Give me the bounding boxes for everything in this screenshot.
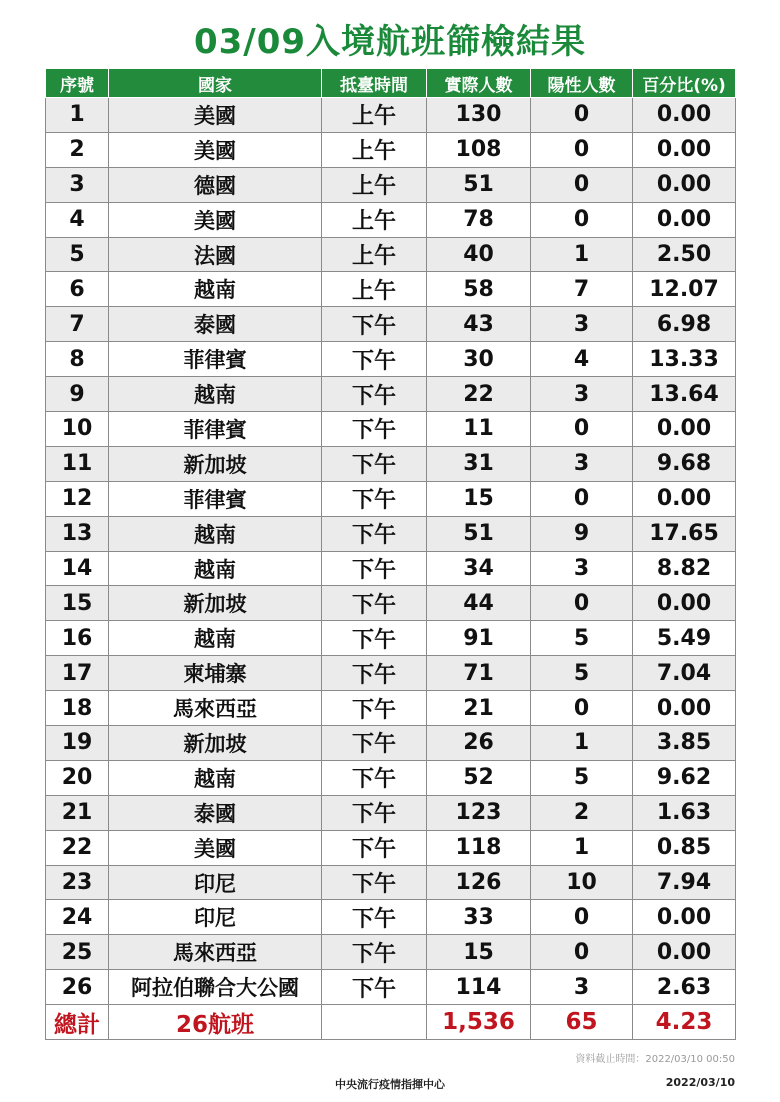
cell-country: 德國 <box>109 167 322 202</box>
cell-index: 18 <box>46 691 109 726</box>
cell-index: 25 <box>46 935 109 970</box>
results-table <box>45 68 736 1040</box>
total-percent: 4.23 <box>633 1005 736 1040</box>
cell-positive: 0 <box>531 935 633 970</box>
cell-arrival-time: 下午 <box>322 377 427 412</box>
cell-percent: 0.00 <box>633 412 736 447</box>
cell-country: 柬埔寨 <box>109 656 322 691</box>
cell-country: 馬來西亞 <box>109 935 322 970</box>
cell-passengers: 108 <box>427 132 531 167</box>
cell-arrival-time: 下午 <box>322 935 427 970</box>
table-row <box>46 970 736 1005</box>
cell-index: 22 <box>46 830 109 865</box>
cell-arrival-time: 下午 <box>322 970 427 1005</box>
total-row <box>46 1005 736 1040</box>
cell-passengers: 114 <box>427 970 531 1005</box>
cell-percent: 0.00 <box>633 935 736 970</box>
cell-index: 12 <box>46 481 109 516</box>
cell-passengers: 51 <box>427 516 531 551</box>
cell-passengers: 58 <box>427 272 531 307</box>
footer-organization: 中央流行疫情指揮中心 <box>335 1078 445 1091</box>
cell-passengers: 15 <box>427 935 531 970</box>
cell-passengers: 40 <box>427 237 531 272</box>
cell-index: 23 <box>46 865 109 900</box>
cell-index: 19 <box>46 726 109 761</box>
cell-index: 7 <box>46 307 109 342</box>
cell-country: 美國 <box>109 132 322 167</box>
cell-passengers: 71 <box>427 656 531 691</box>
total-label: 總計 <box>46 1005 109 1040</box>
cell-percent: 0.00 <box>633 167 736 202</box>
column-header-percent: 百分比(%) <box>633 69 736 98</box>
cell-country: 美國 <box>109 202 322 237</box>
table-row <box>46 446 736 481</box>
cell-positive: 1 <box>531 830 633 865</box>
cell-positive: 0 <box>531 481 633 516</box>
cell-arrival-time: 上午 <box>322 132 427 167</box>
cell-percent: 3.85 <box>633 726 736 761</box>
cell-passengers: 21 <box>427 691 531 726</box>
cell-percent: 0.00 <box>633 98 736 133</box>
cell-percent: 0.85 <box>633 830 736 865</box>
table-row <box>46 307 736 342</box>
cell-passengers: 22 <box>427 377 531 412</box>
cell-index: 4 <box>46 202 109 237</box>
footer-date: 2022/03/10 <box>665 1076 735 1089</box>
cell-index: 1 <box>46 98 109 133</box>
table-row <box>46 202 736 237</box>
table-row <box>46 935 736 970</box>
cell-percent: 0.00 <box>633 586 736 621</box>
cell-passengers: 33 <box>427 900 531 935</box>
cell-country: 阿拉伯聯合大公國 <box>109 970 322 1005</box>
cell-arrival-time: 下午 <box>322 516 427 551</box>
cell-country: 美國 <box>109 98 322 133</box>
cell-arrival-time: 上午 <box>322 167 427 202</box>
cell-index: 8 <box>46 342 109 377</box>
cell-passengers: 30 <box>427 342 531 377</box>
cell-index: 3 <box>46 167 109 202</box>
cell-arrival-time: 下午 <box>322 656 427 691</box>
cell-percent: 7.94 <box>633 865 736 900</box>
total-positive: 65 <box>531 1005 633 1040</box>
table-row <box>46 865 736 900</box>
cell-positive: 1 <box>531 726 633 761</box>
cell-index: 9 <box>46 377 109 412</box>
table-row <box>46 551 736 586</box>
cell-percent: 8.82 <box>633 551 736 586</box>
cell-percent: 12.07 <box>633 272 736 307</box>
cell-percent: 1.63 <box>633 795 736 830</box>
cell-country: 越南 <box>109 272 322 307</box>
cell-arrival-time: 下午 <box>322 691 427 726</box>
cell-percent: 0.00 <box>633 481 736 516</box>
cell-positive: 0 <box>531 132 633 167</box>
table-row <box>46 412 736 447</box>
cell-country: 法國 <box>109 237 322 272</box>
cell-percent: 13.64 <box>633 377 736 412</box>
table-row <box>46 342 736 377</box>
cell-passengers: 43 <box>427 307 531 342</box>
cell-country: 印尼 <box>109 865 322 900</box>
cell-arrival-time: 下午 <box>322 342 427 377</box>
cell-index: 15 <box>46 586 109 621</box>
table-row <box>46 272 736 307</box>
table-row <box>46 481 736 516</box>
cell-percent: 0.00 <box>633 202 736 237</box>
cell-arrival-time: 下午 <box>322 621 427 656</box>
cell-positive: 0 <box>531 691 633 726</box>
cell-positive: 3 <box>531 551 633 586</box>
cell-arrival-time: 上午 <box>322 237 427 272</box>
total-flights: 26航班 <box>109 1005 322 1040</box>
data-cutoff-time: 資料截止時間：2022/03/10 00:50 <box>575 1054 735 1065</box>
cell-country: 美國 <box>109 830 322 865</box>
table-row <box>46 621 736 656</box>
cell-arrival-time: 下午 <box>322 760 427 795</box>
cell-percent: 2.50 <box>633 237 736 272</box>
column-header-arrival-time: 抵臺時間 <box>322 69 427 98</box>
cell-index: 6 <box>46 272 109 307</box>
table-row <box>46 132 736 167</box>
cell-country: 菲律賓 <box>109 481 322 516</box>
column-header-passengers: 實際人數 <box>427 69 531 98</box>
cell-passengers: 31 <box>427 446 531 481</box>
column-header-country: 國家 <box>109 69 322 98</box>
cell-percent: 17.65 <box>633 516 736 551</box>
cell-passengers: 44 <box>427 586 531 621</box>
cell-arrival-time: 下午 <box>322 412 427 447</box>
total-passengers: 1,536 <box>427 1005 531 1040</box>
cell-index: 10 <box>46 412 109 447</box>
table-row <box>46 795 736 830</box>
cell-arrival-time: 下午 <box>322 795 427 830</box>
cell-positive: 5 <box>531 656 633 691</box>
cell-arrival-time: 下午 <box>322 830 427 865</box>
cell-index: 11 <box>46 446 109 481</box>
cell-positive: 7 <box>531 272 633 307</box>
table-row <box>46 760 736 795</box>
cell-arrival-time: 上午 <box>322 272 427 307</box>
cell-passengers: 130 <box>427 98 531 133</box>
cell-percent: 7.04 <box>633 656 736 691</box>
cell-positive: 0 <box>531 412 633 447</box>
cell-index: 24 <box>46 900 109 935</box>
cell-country: 菲律賓 <box>109 342 322 377</box>
cell-arrival-time: 上午 <box>322 202 427 237</box>
cell-positive: 3 <box>531 377 633 412</box>
cell-arrival-time: 下午 <box>322 307 427 342</box>
cell-country: 泰國 <box>109 795 322 830</box>
cell-passengers: 34 <box>427 551 531 586</box>
cell-positive: 4 <box>531 342 633 377</box>
cell-index: 26 <box>46 970 109 1005</box>
cell-positive: 2 <box>531 795 633 830</box>
cell-passengers: 15 <box>427 481 531 516</box>
cell-index: 17 <box>46 656 109 691</box>
table-row <box>46 377 736 412</box>
table-row <box>46 726 736 761</box>
table-row <box>46 656 736 691</box>
cell-index: 16 <box>46 621 109 656</box>
cell-passengers: 11 <box>427 412 531 447</box>
cell-index: 21 <box>46 795 109 830</box>
cell-positive: 5 <box>531 760 633 795</box>
cell-passengers: 26 <box>427 726 531 761</box>
cell-positive: 0 <box>531 900 633 935</box>
cell-percent: 0.00 <box>633 691 736 726</box>
cell-positive: 3 <box>531 446 633 481</box>
cell-index: 5 <box>46 237 109 272</box>
cell-country: 新加坡 <box>109 586 322 621</box>
cell-passengers: 126 <box>427 865 531 900</box>
cell-index: 13 <box>46 516 109 551</box>
cell-passengers: 52 <box>427 760 531 795</box>
column-header-positive: 陽性人數 <box>531 69 633 98</box>
cell-positive: 5 <box>531 621 633 656</box>
cell-percent: 5.49 <box>633 621 736 656</box>
cell-country: 新加坡 <box>109 446 322 481</box>
table-row <box>46 900 736 935</box>
cell-positive: 1 <box>531 237 633 272</box>
cell-arrival-time: 下午 <box>322 481 427 516</box>
table-row <box>46 586 736 621</box>
cell-positive: 0 <box>531 586 633 621</box>
cell-arrival-time: 下午 <box>322 551 427 586</box>
page-title: 03/09入境航班篩檢結果 <box>193 22 587 62</box>
cell-passengers: 118 <box>427 830 531 865</box>
cell-index: 20 <box>46 760 109 795</box>
cell-percent: 6.98 <box>633 307 736 342</box>
cell-percent: 9.68 <box>633 446 736 481</box>
table-row <box>46 167 736 202</box>
cell-positive: 9 <box>531 516 633 551</box>
cell-positive: 10 <box>531 865 633 900</box>
cell-country: 越南 <box>109 377 322 412</box>
cell-country: 馬來西亞 <box>109 691 322 726</box>
table-row <box>46 516 736 551</box>
cell-country: 泰國 <box>109 307 322 342</box>
table-row <box>46 237 736 272</box>
total-empty-cell <box>322 1005 427 1040</box>
cell-index: 2 <box>46 132 109 167</box>
cell-percent: 2.63 <box>633 970 736 1005</box>
cell-passengers: 123 <box>427 795 531 830</box>
cell-percent: 13.33 <box>633 342 736 377</box>
cell-percent: 0.00 <box>633 900 736 935</box>
table-row <box>46 830 736 865</box>
cell-percent: 0.00 <box>633 132 736 167</box>
cell-positive: 0 <box>531 167 633 202</box>
cell-positive: 3 <box>531 970 633 1005</box>
cell-country: 印尼 <box>109 900 322 935</box>
cell-positive: 0 <box>531 98 633 133</box>
cell-arrival-time: 下午 <box>322 726 427 761</box>
cell-arrival-time: 下午 <box>322 900 427 935</box>
cell-country: 越南 <box>109 621 322 656</box>
cell-country: 菲律賓 <box>109 412 322 447</box>
column-header-index: 序號 <box>46 69 109 98</box>
table-row <box>46 691 736 726</box>
cell-country: 越南 <box>109 760 322 795</box>
cell-positive: 0 <box>531 202 633 237</box>
header-row <box>46 69 736 98</box>
cell-arrival-time: 上午 <box>322 98 427 133</box>
cell-passengers: 91 <box>427 621 531 656</box>
cell-country: 新加坡 <box>109 726 322 761</box>
cell-country: 越南 <box>109 551 322 586</box>
cell-percent: 9.62 <box>633 760 736 795</box>
cell-passengers: 78 <box>427 202 531 237</box>
cell-arrival-time: 下午 <box>322 446 427 481</box>
cell-passengers: 51 <box>427 167 531 202</box>
table-row <box>46 98 736 133</box>
cell-positive: 3 <box>531 307 633 342</box>
cell-arrival-time: 下午 <box>322 586 427 621</box>
cell-country: 越南 <box>109 516 322 551</box>
cell-index: 14 <box>46 551 109 586</box>
cell-arrival-time: 下午 <box>322 865 427 900</box>
